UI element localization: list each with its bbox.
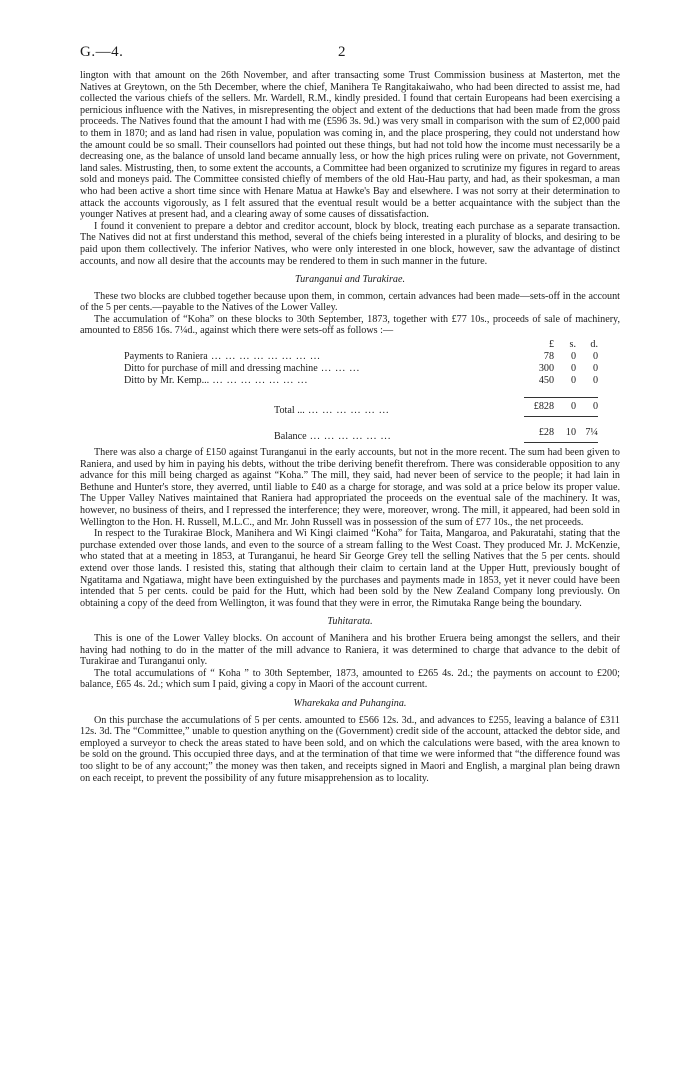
paragraph: I found it convenient to prepare a debtor and creditor account, block by block, treating each purchase as a separate transaction. The Natives did not at first understand this method, several of the chiefs being interested in a plurality of blocks, and desiring to be paid upon them collectively. The inferior Natives, who were only interested in one block, however, saw the advantage of distinct accounts, and now all desire that the accounts may be rendered to them in such manner in the future.	[80, 220, 620, 267]
total-pounds: £828	[524, 398, 554, 417]
pounds-cell: 450	[538, 375, 554, 387]
pence-header: d.	[590, 339, 598, 351]
pence-cell: 0	[592, 363, 598, 375]
shillings-cell: 0	[570, 351, 576, 363]
pence-cell: 0	[592, 351, 598, 363]
document-page	[80, 44, 620, 784]
shillings-header: s.	[569, 339, 576, 351]
total-shillings: 0	[554, 398, 576, 417]
section-heading: Tuhitarata.	[327, 616, 373, 628]
section-heading: Wharekaka and Puhangina.	[293, 697, 407, 709]
leader-dots: ... ... ...	[317, 363, 361, 375]
account-row-label: Ditto by Mr. Kemp...	[124, 375, 210, 387]
pounds-cell: 78	[543, 351, 554, 363]
account-header-row	[124, 339, 598, 351]
account-balance-row	[124, 427, 598, 443]
document-body	[80, 70, 620, 784]
paragraph: On this purchase the accumulations of 5 per cents. amounted to £566 12s. 3d., and advances to £255, leaving a balance of £311 12s. 3d. The “Committee,” unable to question anything on the (Government) credit side of the account, attacked the debtor side, and employed a surveyor to check the areas stated to have been sold, and on which the calculations were based, with the area known to be sold on the ground. This occupied three days, and at the termination of that time we were informed that “the difference found was too slight to be of any account;” the money was then taken, and receipts signed in Maori and English, a marginal plan being drawn on each receipt, to prevent the possibility of any future misapprehension as to locality.	[80, 714, 620, 784]
total-label: Total ...	[274, 404, 305, 416]
paragraph: The accumulation of “Koha” on these blocks to 30th September, 1873, together with £77 10s., proceeds of sale of machinery, amounted to £856 16s. 7¼d., against which there were sets-off as follows :—	[80, 313, 620, 337]
pounds-cell: 300	[538, 363, 554, 375]
paragraph: lington with that amount on the 26th November, and after transacting some Trust Commission business at Masterton, met the Natives at Greytown, on the 5th December, where the chief, Manihera Te Rangitakaiwaho, who had been directed to assist me, had collected the various chiefs of the sellers. Mr. Wardell, R.M., kindly presided. I found that certain Europeans had been exercising a pernicious influence with the Natives, in misrepresenting the object and extent of the deductions that had been made from the gross proceeds. The Natives found that the amount I had with me (£596 3s. 9d.) was very small in comparison with the sum of £2,000 paid to them in 1870; and as land had risen in value, population was coming in, and the place prospering, they could not understand how the amount could be so small. Their counsellors had pointed out these things, but had not told how the income must necessarily be a decreasing one, as the balance of unsold land became annually less, or how the high prices ruling were on private, not Government, land sales. Mistrusting, then, to some extent the accounts, a Committee had been organized to scrutinize my figures in regard to areas sold and moneys paid. The Committee consisted chiefly of members of the old Hau-Hau party, and had, as their spokesman, a man who had been active a short time since with Henare Matua at Hawke's Bay and elsewhere. I was not sorry at their determination to attack the accounts vigorously, as I felt assured that the eventual result would be a better acquaintance with the subject than the younger Natives at present had, and a clearing away of some causes of dissatisfaction.	[80, 70, 620, 221]
balance-pence: 7¼	[576, 427, 598, 443]
account-row	[124, 363, 598, 375]
account-table	[124, 339, 598, 443]
section-heading: Turanganui and Turakirae.	[295, 274, 405, 286]
paragraph: This is one of the Lower Valley blocks. On account of Manihera and his brother Eruera being amongst the sellers, and their having had nothing to do in the matter of the mill advance to Raniera, it was determined to charge that advance to the debit of Turakirae and Turanganui only.	[80, 632, 620, 668]
pounds-header: £	[548, 339, 554, 351]
page-number: 2	[338, 44, 346, 60]
total-pence: 0	[576, 398, 598, 417]
account-row-label: Ditto for purchase of mill and dressing machine	[124, 363, 318, 375]
account-row-label: Payments to Raniera	[124, 351, 208, 363]
pence-cell: 0	[592, 375, 598, 387]
leader-dots: ... ... ... ... ... ... ... ...	[207, 351, 321, 363]
account-row	[124, 375, 598, 387]
balance-shillings: 10	[554, 427, 576, 443]
paragraph: These two blocks are clubbed together because upon them, in common, certain advances had been made—sets-off in the account of the 5 per cents.—payable to the Natives of the Lower Valley.	[80, 290, 620, 314]
balance-label: Balance	[274, 430, 307, 442]
leader-dots: ... ... ... ... ... ...	[304, 404, 390, 416]
shillings-cell: 0	[570, 375, 576, 387]
account-row	[124, 351, 598, 363]
leader-dots: ... ... ... ... ... ...	[306, 430, 392, 442]
document-reference: G.—4.	[80, 44, 124, 60]
paragraph: There was also a charge of £150 against Turanganui in the early accounts, but not in the more recent. The sum had been given to Raniera, and used by him in paying his debts, without the tribe deriving benefit therefrom. There was considerable opposition to any advance for this mill being charged as against “Koha.” The mill, they said, had never been of service to the people; it had lain in Bethune and Hunter's store, they averred, until liable to £40 as a charge for storage, and was sold at a price below its proper value. The Upper Valley Natives maintained that Raniera had appropriated the proceeds on the eventual sale of the machinery. It was, however, no business of theirs, and I repressed the interference; they were, moreover, wrong. The mill, it appeared, had been sold in Wellington to the Hon. H. Russell, M.L.C., and Mr. John Russell was in possession of the sum of £77 10s., the net proceeds.	[80, 447, 620, 528]
shillings-cell: 0	[570, 363, 576, 375]
paragraph: In respect to the Turakirae Block, Manihera and Wi Kingi claimed “Koha” for Taita, Mangaroa, and Pakuratahi, stating that the purchase extended over those lands, and even to the source of a stream falling to the West Coast. They produced Mr. J. McKenzie, who stated that at a meeting in 1853, at Turanganui, he heard Sir George Grey tell the selling Natives that the 5 per cents. should extend over those lands. I resisted this, stating that although their claim to certain land at the Upper Hutt, previously bought of Ngatitama and Ngatiawa, might have been extinguished by the purchases and payments made in 1853, yet it never could have been intended that 5 per cents. could be paid for the Hutt, which had been sold by the New Zealand Company long previously. On obtaining a copy of the deed from Wellington, it was found that they were in error, the Rimutaka Range being the boundary.	[80, 528, 620, 609]
paragraph: The total accumulations of “ Koha ” to 30th September, 1873, amounted to £265 4s. 2d.; the payments on account to £200; balance, £65 4s. 2d.; which sum I paid, giving a copy in Maori of the account current.	[80, 667, 620, 691]
account-total-row	[124, 398, 598, 417]
page-header	[80, 44, 620, 70]
leader-dots: ... ... ... ... ... ... ...	[209, 375, 309, 387]
balance-pounds: £28	[524, 427, 554, 443]
